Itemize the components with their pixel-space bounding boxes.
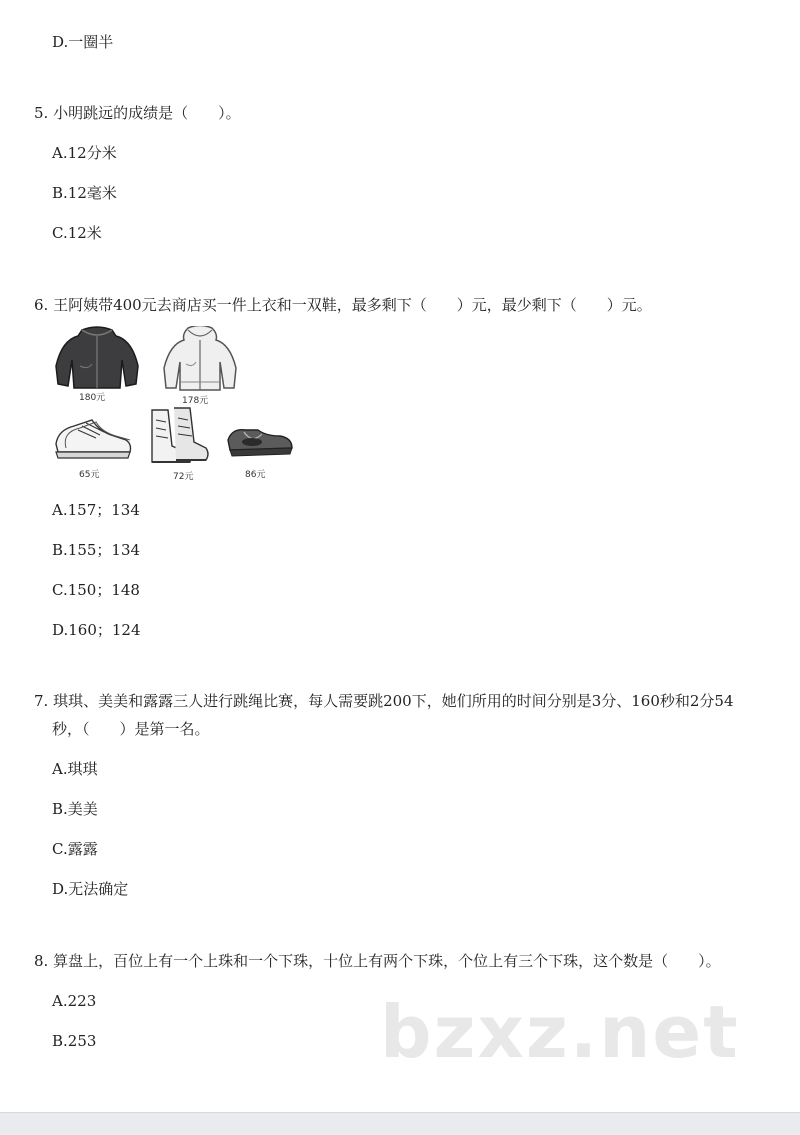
q8-option-a[interactable]: A.223: [52, 992, 97, 1010]
q6-option-c[interactable]: C.150；148: [52, 581, 140, 599]
question-5: 5. 小明跳远的成绩是（ ）。: [34, 104, 241, 122]
high-top-sneakers-image: [146, 406, 210, 470]
q5-option-a[interactable]: A.12分米: [52, 144, 117, 162]
light-hooded-jacket-image: [160, 326, 240, 394]
shoe1-price: 65元: [79, 470, 100, 480]
question-6: 6. 王阿姨带400元去商店买一件上衣和一双鞋，最多剩下（ ）元，最少剩下（ ）元。: [34, 296, 652, 314]
q5-option-b[interactable]: B.12毫米: [52, 184, 117, 202]
jacket1-price: 180元: [79, 393, 106, 403]
dark-dress-shoes-image: [222, 422, 296, 462]
q4-option-d[interactable]: D.一圈半: [52, 33, 114, 51]
question-7-line1: 7. 琪琪、美美和露露三人进行跳绳比赛，每人需要跳200下，她们所用的时间分别是3分、160秒和2分54: [34, 692, 734, 710]
q7-option-c[interactable]: C.露露: [52, 840, 98, 858]
q6-option-a[interactable]: A.157；134: [52, 501, 140, 519]
q7-option-d[interactable]: D.无法确定: [52, 880, 129, 898]
shoe2-price: 72元: [173, 472, 194, 482]
q8-option-b[interactable]: B.253: [52, 1032, 97, 1050]
question-8: 8. 算盘上，百位上有一个上珠和一个下珠，十位上有两个下珠，个位上有三个下珠，这个数是（ ）。: [34, 952, 721, 970]
jacket2-price: 178元: [182, 396, 209, 406]
q7-option-a[interactable]: A.琪琪: [52, 760, 98, 778]
watermark: bzxz.net: [380, 990, 740, 1074]
question-7-line2: 秒，（ ）是第一名。: [52, 720, 210, 738]
page-bottom-strip: [0, 1112, 800, 1135]
q7-option-b[interactable]: B.美美: [52, 800, 98, 818]
q6-option-b[interactable]: B.155；134: [52, 541, 141, 559]
dark-jacket-image: [52, 326, 142, 392]
q5-option-c[interactable]: C.12米: [52, 224, 102, 242]
shoe3-price: 86元: [245, 470, 266, 480]
q6-option-d[interactable]: D.160；124: [52, 621, 141, 639]
sneakers-image: [52, 410, 136, 466]
